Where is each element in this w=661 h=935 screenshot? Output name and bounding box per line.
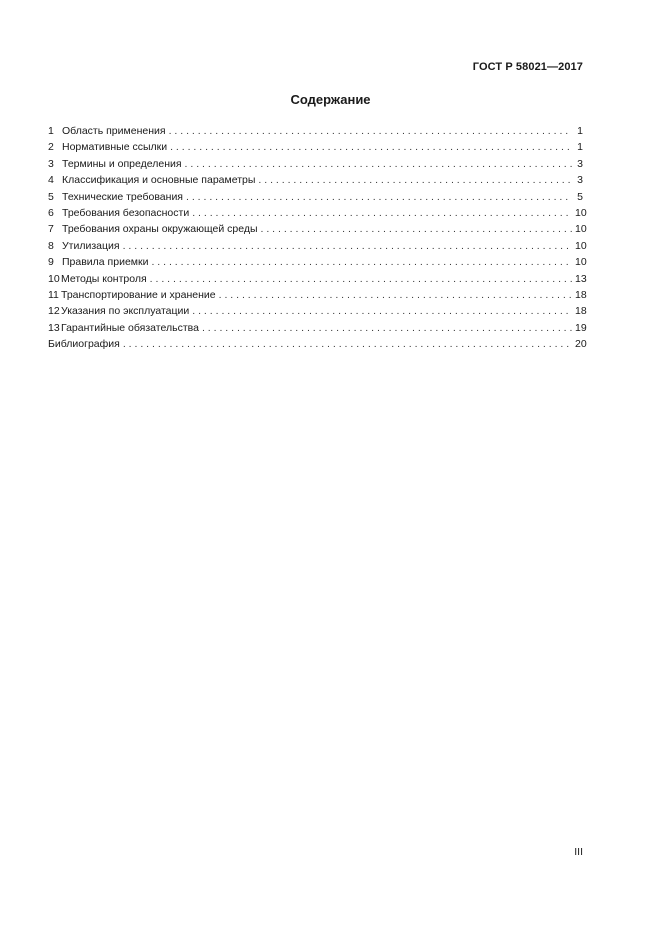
toc-item[interactable] [48,254,587,270]
toc-item-page: 5 [577,190,583,203]
toc-item-title: Требования безопасности [62,207,190,220]
toc-item-page: 10 [575,256,587,269]
toc-item-number: 5 [48,190,54,203]
toc-item[interactable] [48,139,583,155]
page-number: III [574,846,583,858]
toc-item-number: 3 [48,157,54,170]
toc-item-number: 2 [48,141,54,154]
toc-item-number: 13 [48,321,60,334]
toc-item-title: Правила приемки [62,256,149,269]
toc-item-page: 10 [575,239,587,252]
toc-item-number: 11 [48,289,59,302]
toc-leader-dots [186,189,572,205]
toc-item[interactable] [48,336,587,352]
toc-item-title: Классификация и основные параметры [62,174,256,187]
toc-item-number: 4 [48,174,54,187]
toc-leader-dots [202,320,572,336]
toc-item-title: Требования охраны окружающей среды [62,223,258,236]
toc-title: Содержание [290,92,371,107]
toc-leader-dots [123,336,572,352]
toc-leader-dots [169,123,572,139]
toc-item[interactable] [48,271,587,287]
table-of-contents [48,123,587,353]
toc-leader-dots [151,254,572,270]
toc-item-number: 9 [48,256,54,269]
toc-item-page: 13 [575,272,587,285]
toc-item[interactable] [48,172,583,188]
toc-item-page: 3 [577,157,583,170]
toc-leader-dots [192,303,572,319]
toc-item[interactable] [48,189,583,205]
standard-code: ГОСТ Р 58021—2017 [472,61,583,73]
toc-item[interactable] [48,123,583,139]
toc-item-title: Область применения [62,125,166,137]
toc-item-title: Гарантийные обязательства [61,321,199,334]
toc-item-title: Методы контроля [61,272,147,285]
toc-item-page: 20 [575,338,587,351]
toc-leader-dots [170,139,572,155]
toc-leader-dots [192,205,572,221]
toc-item-title: Утилизация [62,239,120,252]
toc-item[interactable] [48,320,587,336]
toc-item-title: Термины и определения [62,157,182,170]
toc-item-number: 10 [48,272,60,285]
toc-leader-dots [123,238,572,254]
toc-item[interactable] [48,287,587,303]
toc-item-number: 7 [48,223,54,236]
toc-item-title: Указания по эксплуатации [61,305,190,318]
toc-item-page: 18 [575,289,587,302]
toc-item-page: 1 [577,141,583,154]
toc-item-page: 3 [577,174,583,187]
toc-item-title: Библиография [48,338,120,351]
toc-item[interactable] [48,156,583,172]
toc-item-title: Технические требования [62,190,183,203]
toc-leader-dots [261,221,573,237]
toc-item-page: 1 [577,125,583,137]
toc-leader-dots [258,172,572,188]
toc-leader-dots [185,156,572,172]
toc-item[interactable] [48,303,587,319]
toc-item-page: 10 [575,207,587,220]
toc-item[interactable] [48,238,587,254]
toc-item-page: 18 [575,305,587,318]
toc-item-title: Транспортирование и хранение [61,289,216,302]
toc-item-title: Нормативные ссылки [62,141,168,154]
toc-item-number: 12 [48,305,60,318]
toc-item-page: 19 [575,321,587,334]
toc-item-page: 10 [575,223,587,236]
toc-item[interactable] [48,221,587,237]
toc-leader-dots [150,271,572,287]
toc-item-number: 6 [48,207,54,220]
toc-item-number: 1 [48,125,54,137]
toc-item-number: 8 [48,239,54,252]
toc-item[interactable] [48,205,587,221]
toc-leader-dots [219,287,572,303]
